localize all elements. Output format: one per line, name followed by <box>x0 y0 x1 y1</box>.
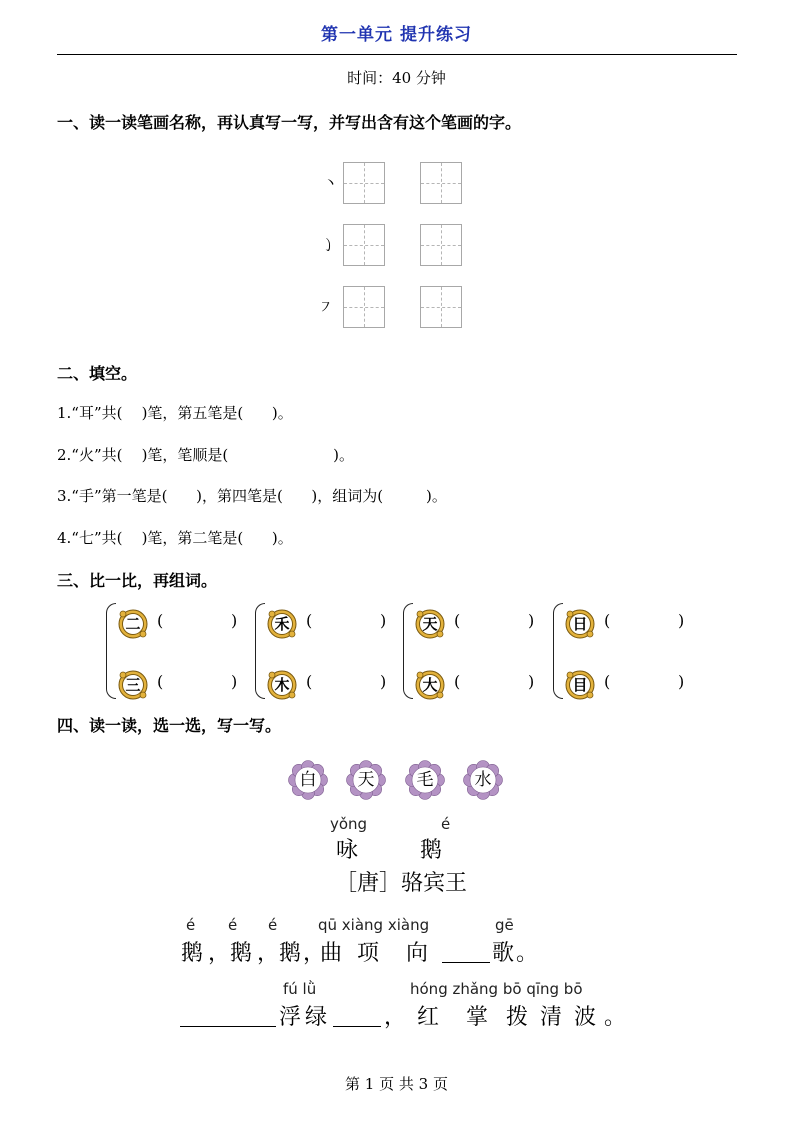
compare-char: 日 <box>572 615 588 633</box>
writing-grid-box[interactable] <box>343 224 385 266</box>
page-title: 第一单元 提升练习 <box>321 25 472 45</box>
stroke-bend: ㇁ <box>320 236 336 254</box>
poem-char: 波 <box>574 1005 597 1030</box>
writing-grid-box[interactable] <box>343 162 385 204</box>
stroke-dot: 丶 <box>323 174 339 192</box>
answer-paren-close: ) <box>678 672 685 691</box>
section-1-heading: 一、读一读笔画名称，再认真写一写，并写出含有这个笔画的字。 <box>57 113 522 132</box>
fill-question-2[interactable]: 2.“火”共( )笔，笔顺是( )。 <box>57 446 355 464</box>
poem-char: ， <box>303 941 326 966</box>
answer-blank[interactable] <box>442 962 490 963</box>
answer-paren-open[interactable]: ( <box>604 672 611 691</box>
poem-char: 。 <box>516 941 539 966</box>
poem-char: 掌 <box>466 1005 489 1030</box>
poem-char: 。 <box>604 1005 627 1030</box>
answer-paren-open[interactable]: ( <box>157 611 164 630</box>
answer-paren-open[interactable]: ( <box>604 611 611 630</box>
page-number: 第 1 页 共 3 页 <box>345 1075 448 1093</box>
section-2-heading: 二、填空。 <box>57 364 138 383</box>
poem-char: ，鹅 <box>257 941 302 966</box>
writing-grid-box[interactable] <box>420 162 462 204</box>
pinyin: hóng zhǎng bō qīng bō <box>410 980 583 998</box>
compare-char: 木 <box>274 676 290 694</box>
word-option[interactable]: 水 <box>474 770 492 790</box>
answer-blank[interactable] <box>180 1026 276 1027</box>
section-3-heading: 三、比一比，再组词。 <box>57 571 218 590</box>
poem-char: 红 <box>417 1005 440 1030</box>
poem-char: 曲 <box>320 941 343 966</box>
time-limit: 时间：40 分钟 <box>347 69 446 87</box>
poem-char: 拨 <box>506 1005 529 1030</box>
pinyin: fú lǜ <box>283 980 317 998</box>
poem-char: 清 <box>540 1005 563 1030</box>
poem-title-char: 咏 <box>336 838 359 863</box>
answer-paren-close: ) <box>678 611 685 630</box>
pinyin: gē <box>495 916 514 934</box>
poem-char: ，鹅 <box>208 941 253 966</box>
poem-char: 鹅 <box>181 941 204 966</box>
answer-blank[interactable] <box>333 1026 381 1027</box>
pinyin: é <box>441 815 451 833</box>
pinyin: é <box>268 916 278 934</box>
answer-paren-close: ) <box>231 672 238 691</box>
poem-char: ， <box>384 1005 407 1030</box>
brace-icon <box>403 603 413 699</box>
brace-icon <box>106 603 116 699</box>
answer-paren-close: ) <box>231 611 238 630</box>
pinyin: é <box>186 916 196 934</box>
pinyin: yǒng <box>330 815 368 833</box>
writing-grid-box[interactable] <box>420 286 462 328</box>
fill-question-1[interactable]: 1.“耳”共( )笔，第五笔是( )。 <box>57 404 293 422</box>
compare-char: 二 <box>125 615 141 633</box>
compare-char: 天 <box>422 615 438 633</box>
answer-paren-open[interactable]: ( <box>157 672 164 691</box>
brace-icon <box>255 603 265 699</box>
word-option[interactable]: 毛 <box>416 770 434 790</box>
answer-paren-close: ) <box>528 611 535 630</box>
poem-author: ［唐］骆宾王 <box>335 871 468 896</box>
fill-question-3[interactable]: 3.“手”第一笔是( )，第四笔是( )，组词为( )。 <box>57 487 447 505</box>
answer-paren-close: ) <box>528 672 535 691</box>
poem-char: 向 <box>406 941 429 966</box>
poem-char: 项 <box>357 941 380 966</box>
fill-question-4[interactable]: 4.“七”共( )笔，第二笔是( )。 <box>57 529 293 547</box>
compare-char: 大 <box>422 676 438 694</box>
header-divider <box>57 54 737 55</box>
pinyin: qū xiàng xiàng <box>318 916 430 934</box>
answer-paren-open[interactable]: ( <box>454 672 461 691</box>
writing-grid-box[interactable] <box>420 224 462 266</box>
answer-paren-close: ) <box>380 611 387 630</box>
poem-char: 浮绿 <box>279 1005 332 1030</box>
answer-paren-open[interactable]: ( <box>306 611 313 630</box>
compare-char: 目 <box>572 676 588 694</box>
answer-paren-close: ) <box>380 672 387 691</box>
answer-paren-open[interactable]: ( <box>454 611 461 630</box>
brace-icon <box>553 603 563 699</box>
poem-char: 歌 <box>492 941 515 966</box>
word-option[interactable]: 天 <box>357 770 375 790</box>
compare-char: 禾 <box>274 615 290 633</box>
answer-paren-open[interactable]: ( <box>306 672 313 691</box>
word-option[interactable]: 白 <box>299 770 317 790</box>
stroke-turn: ㇇ <box>318 298 334 316</box>
poem-title-char: 鹅 <box>420 838 443 863</box>
writing-grid-box[interactable] <box>343 286 385 328</box>
compare-char: 三 <box>125 676 141 694</box>
section-4-heading: 四、读一读，选一选，写一写。 <box>57 716 282 735</box>
pinyin: é <box>228 916 238 934</box>
